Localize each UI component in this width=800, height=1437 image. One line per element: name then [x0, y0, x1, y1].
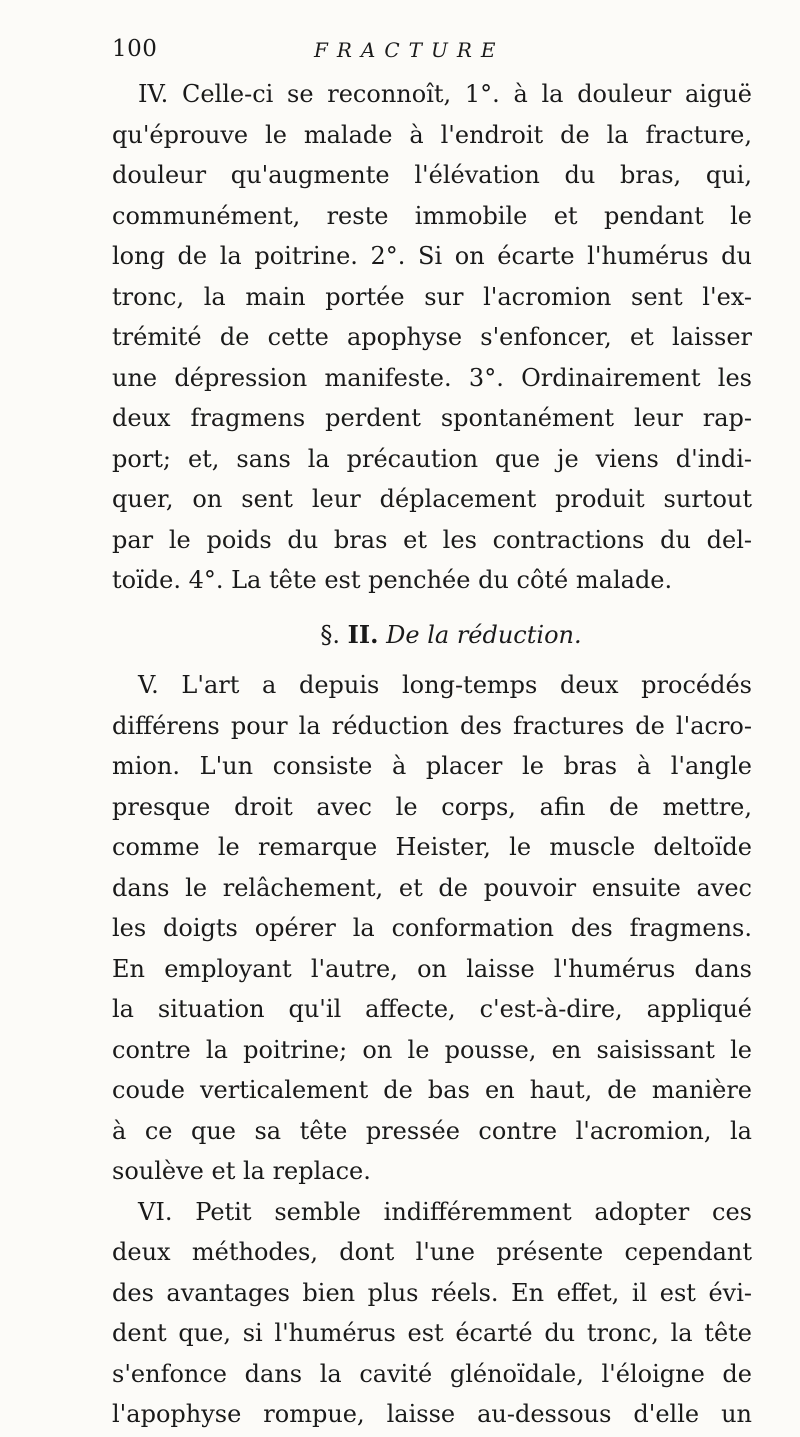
text-line: quer, on sent leur déplacement produit surtout: [112, 485, 752, 513]
text-line: contre la poitrine; on le pousse, en saisissant le: [112, 1035, 752, 1064]
text-line: différens pour la réduction des fractures de l'acro-: [112, 711, 752, 740]
text-line: trémité de cette apophyse s'enfoncer, et laisser: [112, 323, 752, 351]
text-line: tronc, la main portée sur l'acromion sent l'ex-: [112, 282, 752, 311]
text-line: deux fragmens perdent spontanément leur rap-: [112, 404, 752, 432]
text-line: VI. Petit semble indifféremment adopter ces: [138, 1197, 752, 1226]
paragraph-v: [112, 665, 752, 1192]
section-heading: [112, 615, 752, 656]
running-title: FRACTURE: [314, 38, 505, 62]
section-symbol: §.: [320, 620, 341, 649]
text-line: qu'éprouve le malade à l'endroit de la fracture,: [112, 120, 752, 149]
text-line: douleur qu'augmente l'élévation du bras, qui,: [112, 161, 752, 189]
text-line: les doigts opérer la conformation des fragmens.: [112, 914, 752, 942]
text-line: communément, reste immobile et pendant le: [112, 201, 752, 230]
text-line: dent que, si l'humérus est écarté du tronc, la tête: [112, 1319, 752, 1347]
section-title: De la réduction.: [386, 620, 582, 649]
text-line: par le poids du bras et les contractions du del-: [112, 525, 752, 554]
text-line: l'apophyse rompue, laisse au-dessous d'elle un: [112, 1400, 752, 1428]
text-line: coude verticalement de bas en haut, de manière: [112, 1076, 752, 1104]
text-line: long de la poitrine. 2°. Si on écarte l'humérus du: [112, 242, 752, 270]
text-line: En employant l'autre, on laisse l'humérus dans: [112, 954, 752, 983]
text-line: à ce que sa tête pressée contre l'acromion, la: [112, 1116, 752, 1145]
section-number: II.: [347, 619, 379, 649]
text-line: soulève et la replace.: [112, 1157, 371, 1185]
text-line: toïde. 4°. La tête est penchée du côté malade.: [112, 566, 673, 594]
text-line: port; et, sans la précaution que je viens d'indi-: [112, 444, 752, 473]
book-page: [112, 36, 752, 1435]
text-line: IV. Celle-ci se reconnoît, 1°. à la douleur aiguë: [138, 80, 752, 108]
text-line: dans le relâchement, et de pouvoir ensuite avec: [112, 873, 752, 902]
text-line: deux méthodes, dont l'une présente cependant: [112, 1238, 752, 1266]
text-line: comme le remarque Heister, le muscle deltoïde: [112, 833, 752, 861]
paragraph-iv: [112, 74, 752, 601]
text-line: V. L'art a depuis long-temps deux procédés: [138, 671, 752, 699]
text-line: presque droit avec le corps, afin de mettre,: [112, 792, 752, 821]
text-line: s'enfonce dans la cavité glénoïdale, l'éloigne de: [112, 1359, 752, 1388]
text-line: une dépression manifeste. 3°. Ordinairement les: [112, 363, 752, 392]
text-line: la situation qu'il affecte, c'est-à-dire, appliqué: [112, 995, 752, 1023]
page-number: 100: [112, 36, 158, 62]
paragraph-vi: [112, 1192, 752, 1435]
page-header: [112, 36, 752, 70]
text-line: mion. L'un consiste à placer le bras à l'angle: [112, 752, 752, 780]
text-line: des avantages bien plus réels. En effet, il est évi-: [112, 1278, 752, 1307]
